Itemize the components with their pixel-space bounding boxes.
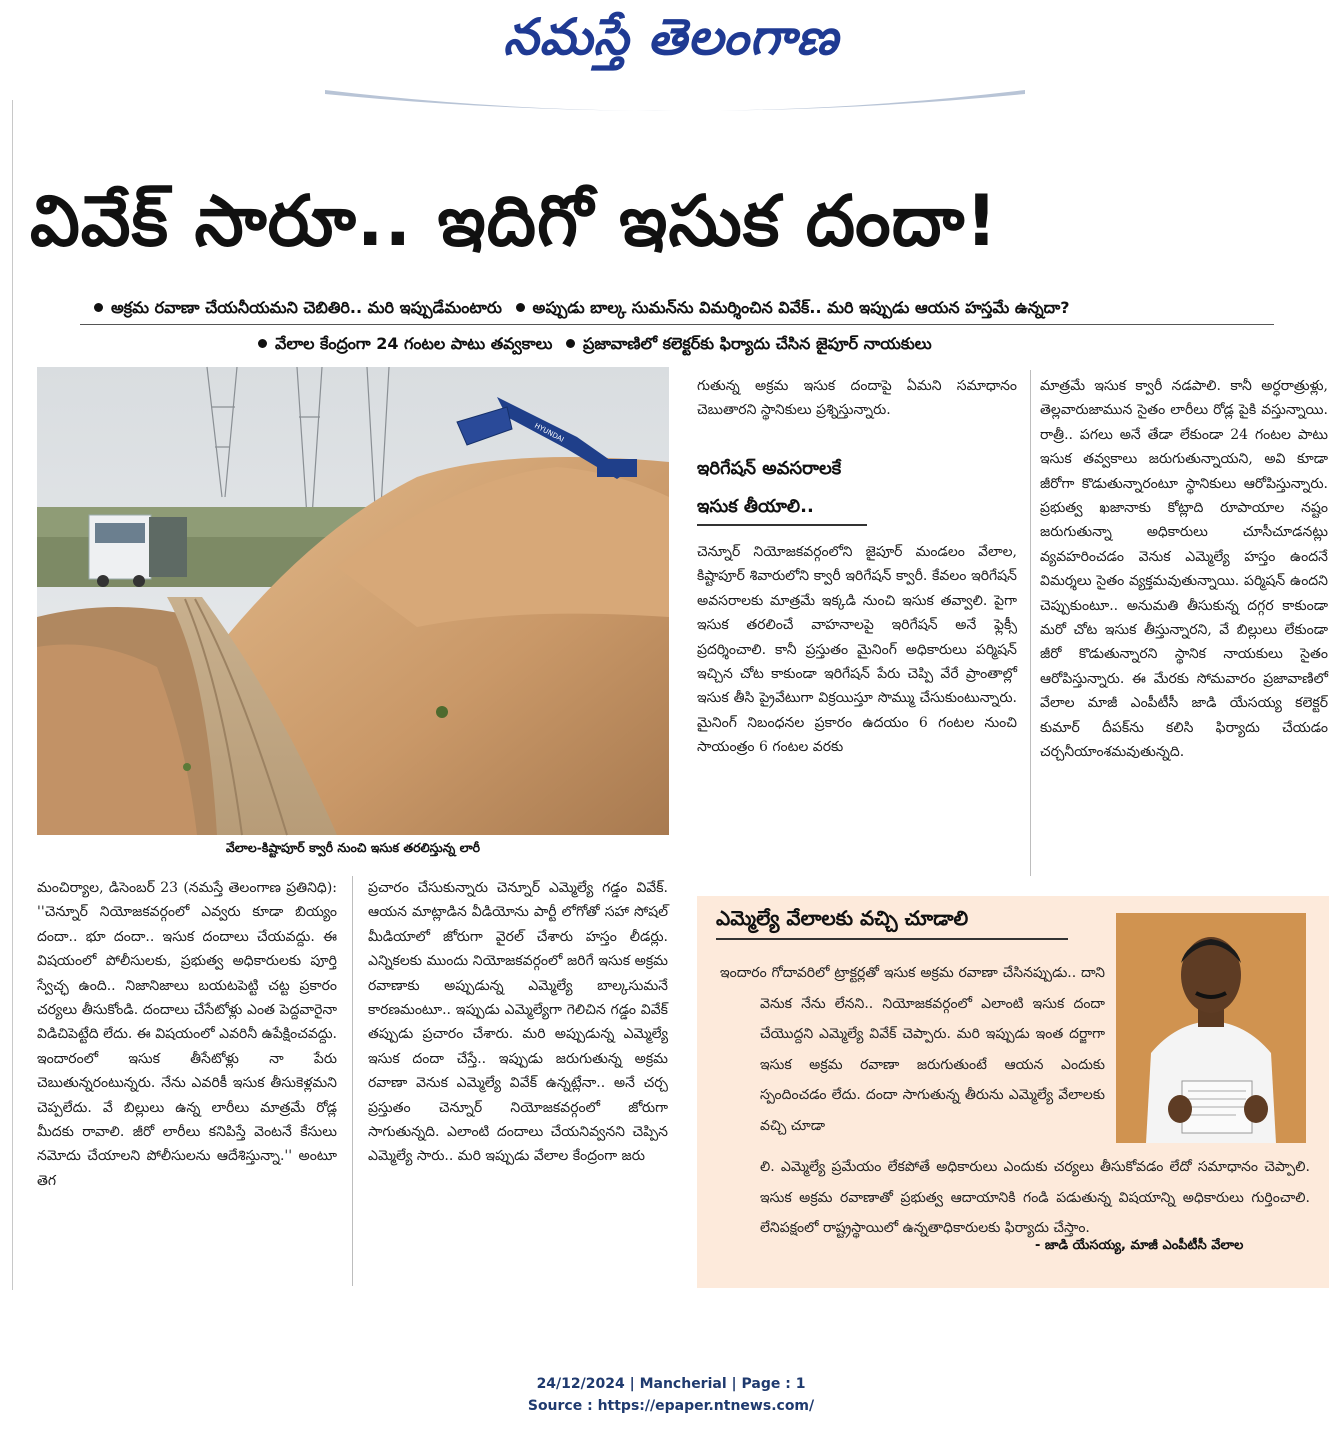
bullet-icon bbox=[566, 339, 575, 348]
quarry-illustration bbox=[37, 367, 669, 835]
col3-subheading-rule bbox=[697, 524, 867, 526]
truck-icon bbox=[89, 515, 187, 587]
subhead-row-2 bbox=[250, 334, 932, 357]
col3-subheading-2: ఇసుక తీయాలి.. bbox=[697, 496, 814, 517]
article-col3-top bbox=[697, 374, 1017, 434]
page-left-border bbox=[12, 100, 13, 1290]
col2-text: ప్రచారం చేసుకున్నారు చెన్నూర్ ఎమ్మెల్యే గడ్డం వివేక్. ఆయన మాట్లాడిన వీడియోను పార్టీ లోగోతో సహా సోషల్ మీడియాలో జోరుగా వైరల్ చేశారు హస్తం లీడర్లు. ఎన్నికలకు ముందు నియోజకవర్గంలో జరిగే ఇసుక అక్రమ రవాణాకు అప్పుడున్న ఎమ్మెల్యే బాల్కసుమనే కారణమంటూ.. ఇప్పుడు ఎమ్మెల్యేగా గెలిచిన గడ్డం వివేక్ తప్పుడు ప్రచారం చేశారు. మరి అప్పుడున్న ఎమ్మెల్యే ఇసుక దందా చేస్తే.. ఇప్పుడు జరుగుతున్న అక్రమ రవాణా వెనుక ఎమ్మెల్యే వివేక్ ఉన్నట్లేనా.. అనే చర్చ ప్రస్తుతం చెన్నూర్ నియోజకవర్గంలో జోరుగా సాగుతున్నది. ఎలాంటి దందాలు చేయనివ్వనని చెప్పిన ఎమ్మెల్యే సారు.. మరి ఇప్పుడు వేలాల కేంద్రంగా జరు bbox=[368, 880, 668, 1165]
subhead-1a: అక్రమ రవాణా చేయనీయమని చెబితిరి.. మరి ఇప్పుడేమంటారు bbox=[111, 298, 502, 317]
article-col4 bbox=[1040, 374, 1328, 874]
quote-signature: - జాడి యేసయ్య, మాజీ ఎంపీటీసీ వేలాల bbox=[1035, 1238, 1244, 1253]
col4-text: మాత్రమే ఇసుక క్వారీ నడపాలి. కానీ అర్ధరాత్రుళ్లు, తెల్లవారుజామున సైతం లారీలు రోడ్ల పైకి వస్తున్నాయి. రాత్రీ.. పగలు అనే తేడా లేకుండా 24 గంటల పాటు ఇసుక తవ్వకాలు జరుగుతున్నాయని, అవి కూడా జీరోగా కొడుతున్నారంటూ స్థానికులు ఆరోపిస్తున్నారు. ప్రభుత్వ ఖజానాకు కోట్లాది రూపాయాల నష్టం జరుగుతున్నా అధికారులు చూసీచూడనట్లు వ్యవహరించడం వెనుక ఎమ్మెల్యే హస్తం ఉందనే విమర్శలు సైతం వ్యక్తమవుతున్నాయి. పర్మిషన్ ఉందని చెప్పుకుంటూ.. అనుమతి తీసుకున్న దగ్గర కాకుండా మరో చోట ఇసుక తీస్తున్నారని, వే బిల్లులు లేకుండా జీరో కొడుతున్నారని స్థానిక నాయకులు సైతం ఆరోపిస్తున్నారు. ఈ మేరకు సోమవారం ప్రజావాణిలో వేలాల మాజీ ఎంపీటీసీ జాడి యేసయ్య కలెక్టర్ కుమార్ దీపక్‌ను కలిసి ఫిర్యాదు చేయడం చర్చనీయాంశమవుతున్నది. bbox=[1040, 378, 1328, 761]
subhead-2b: ప్రజావాణిలో కలెక్టర్‌కు ఫిర్యాదు చేసిన జైపూర్ నాయకులు bbox=[583, 334, 932, 353]
col3-subheading-1: ఇరిగేషన్ అవసరాలకే bbox=[697, 458, 842, 479]
subhead-2a: వేలాల కేంద్రంగా 24 గంటల పాటు తవ్వకాలు bbox=[275, 334, 553, 353]
footer-source: Source : https://epaper.ntnews.com/ bbox=[527, 1398, 815, 1414]
column-divider bbox=[352, 876, 353, 1286]
footer-date-edition: 24/12/2024 | Mancherial | Page : 1 bbox=[536, 1376, 806, 1392]
article-col3-body bbox=[697, 540, 1017, 875]
bullet-icon bbox=[258, 339, 267, 348]
quote-text-top: ఇందారం గోదావరిలో ట్రాక్టర్లతో ఇసుక అక్రమ రవాణా చేసినప్పుడు.. దాని వెనుక నేను లేనని.. నియోజకవర్గంలో ఎలాంటి ఇసుక దందా చేయొద్దని ఎమ్మెల్యే వివేక్ చెప్పారు. మరి ఇప్పుడు ఇంత దర్జాగా ఇసుక అక్రమ రవాణా జరుగుతుంటే ఆయన ఎందుకు స్పందించడం లేదు. దందా సాగుతున్న తీరును ఎమ్మెల్యే వేలాలకు వచ్చి చూడా bbox=[720, 965, 1105, 1134]
article-headline: వివేక్ సారూ.. ఇదిగో ఇసుక దందా! bbox=[30, 180, 999, 262]
subhead-row-1 bbox=[86, 298, 1070, 321]
bullet-icon bbox=[94, 303, 103, 312]
article-col2 bbox=[368, 876, 668, 1288]
masthead-arc-decoration bbox=[325, 88, 1025, 122]
portrait-illustration bbox=[1116, 913, 1306, 1143]
column-divider bbox=[1030, 370, 1031, 876]
quote-box-title-rule bbox=[716, 938, 1068, 940]
photo-caption: వేలాల-కిష్టాపూర్ క్వారీ నుంచి ఇసుక తరలిస్తున్న లారీ bbox=[225, 840, 481, 855]
col3-top-text: గుతున్న అక్రమ ఇసుక దందాపై ఏమని సమాధానం చెబుతారని స్థానికులు ప్రశ్నిస్తున్నారు. bbox=[697, 378, 1017, 419]
article-col1 bbox=[37, 876, 337, 1288]
subhead-1b: అప్పుడు బాల్క సుమన్‌ను విమర్శించిన వివేక్.. మరి ఇప్పుడు ఆయన హస్తమే ఉన్నదా? bbox=[532, 298, 1070, 317]
portrait-photo bbox=[1116, 913, 1306, 1143]
col1-text: మంచిర్యాల, డిసెంబర్ 23 (నమస్తే తెలంగాణ ప్రతినిధి): ''చెన్నూర్ నియోజకవర్గంలో ఎవ్వరు కూడా బియ్యం దందా.. భూ దందా.. ఇసుక దందాలు చేయవద్దు. ఈ విషయంలో పోలీసులకు, ప్రభుత్వ అధికారులకు పూర్తి స్వేచ్ఛ ఉంది.. నిజానిజాలు బయటపెట్టి చట్ట ప్రకారం చర్యలు తీసుకోండి. దందాలు చేసేటోళ్లు ఎంత పెద్దవారైనా విడిచిపెట్టేది లేదు. ఈ విషయంలో ఎవరినీ ఉపేక్షించవద్దు. ఇందారంలో ఇసుక తీసేటోళ్లు నా పేరు చెబుతున్నరంటున్నరు. నేను ఎవరికీ ఇసుక తీసుకెళ్లమని చెప్పలేదు. వే బిల్లులు ఉన్న లారీలు మాత్రమే రోడ్ల మీదకు రావాలి. జీరో లారీలు కనిపిస్తే వెంటనే కేసులు నమోదు చేయాలని పోలీసులను ఆదేశిస్తున్నా.'' అంటూ తెగ bbox=[37, 880, 337, 1189]
quote-box-text-bottom bbox=[760, 1152, 1310, 1244]
excavator-brand-text: HYUNDAI bbox=[533, 421, 566, 444]
quote-box-title: ఎమ్మెల్యే వేలాలకు వచ్చి చూడాలి bbox=[716, 906, 969, 930]
newspaper-masthead: నమస్తే తెలంగాణ bbox=[503, 8, 839, 66]
col3-body-text: చెన్నూర్ నియోజకవర్గంలోని జైపూర్ మండలం వేలాల, కిష్టాపూర్ శివారులోని క్వారీ ఇరిగేషన్ క్వారీ. కేవలం ఇరిగేషన్ అవసరాలకు మాత్రమే ఇక్కడి నుంచి ఇసుక తవ్వాలి. పైగా ఇసుక తరలించే వాహనాలపై ఇరిగేషన్ అనే ఫ్లెక్సీ ప్రదర్శించాలి. కానీ ప్రస్తుతం మైనింగ్ అధికారులు పర్మిషన్ ఇచ్చిన చోట కాకుండా ఇరిగేషన్ పేరు చెప్పి వేరే ప్రాంతాల్లో ఇసుక తీసి ప్రైవేటుగా విక్రయిస్తూ సొమ్ము చేసుకుంటున్నారు. మైనింగ్ నిబంధనల ప్రకారం ఉదయం 6 గంటల నుంచి సాయంత్రం 6 గంటల వరకు bbox=[697, 544, 1017, 756]
article-photo-sand-quarry bbox=[37, 367, 669, 835]
quote-text-bottom: లి. ఎమ్మెల్యే ప్రమేయం లేకపోతే అధికారులు ఎందుకు చర్యలు తీసుకోవడం లేదో సమాధానం చెప్పాలి. ఇసుక అక్రమ రవాణాతో ప్రభుత్వ ఆదాయానికి గండి పడుతున్న విషయాన్ని అధికారులు గుర్తించాలి. లేనిపక్షంలో రాష్ట్రస్థాయిలో ఉన్నతాధికారులకు ఫిర్యాదు చేస్తాం. bbox=[760, 1159, 1310, 1236]
subhead-divider bbox=[80, 324, 1274, 325]
quote-box-text-top bbox=[720, 958, 1105, 1144]
bullet-icon bbox=[516, 303, 525, 312]
